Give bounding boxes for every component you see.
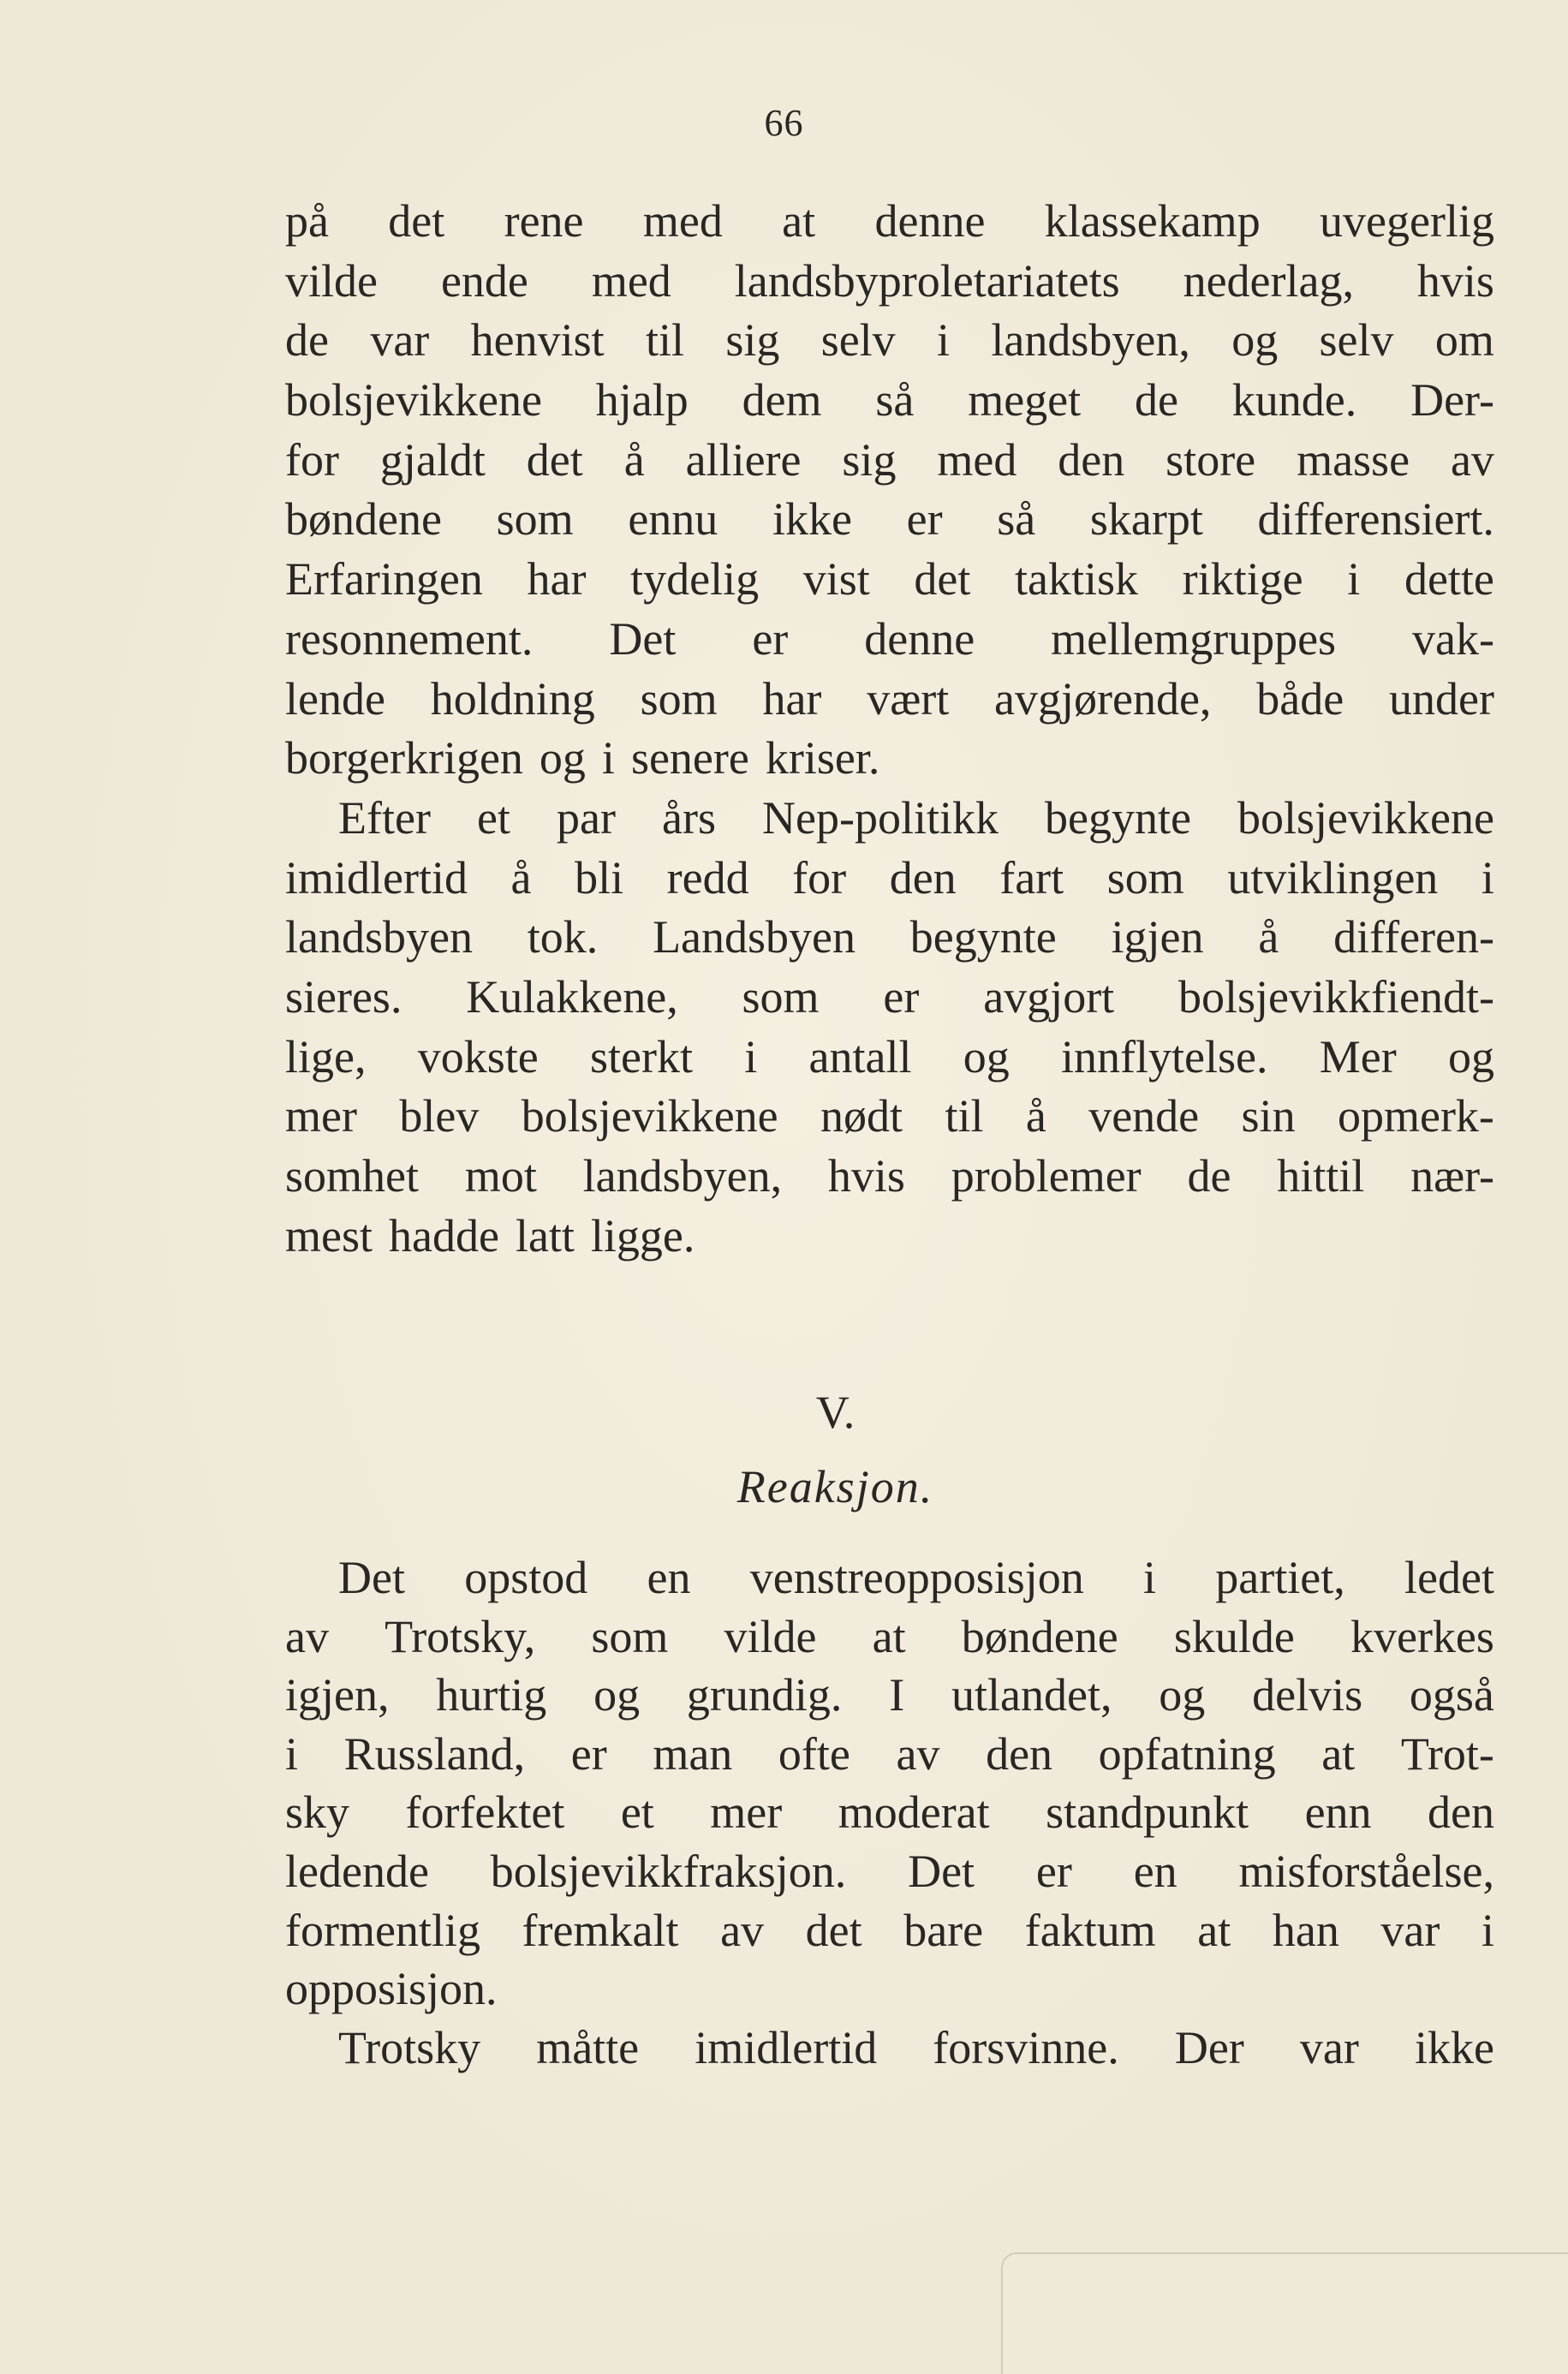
word: bare	[903, 1904, 984, 1956]
word: vist	[802, 553, 870, 605]
word: bli	[575, 851, 624, 904]
word: denne	[874, 195, 986, 247]
word: rene	[504, 195, 584, 247]
word: års	[662, 791, 716, 844]
word: mellemgruppes	[1051, 612, 1337, 665]
word: skulde	[1173, 1610, 1295, 1662]
word: selv	[820, 314, 896, 367]
word: kverkes	[1350, 1610, 1494, 1662]
word: bolsjevikkene	[285, 374, 542, 426]
word: forsvinne.	[933, 2021, 1119, 2073]
word: delvis	[1252, 1669, 1363, 1721]
word: var	[1299, 2021, 1359, 2073]
word: av	[285, 1610, 329, 1662]
word: sieres.	[285, 970, 402, 1023]
text-line	[285, 1666, 1494, 1725]
word: og	[1159, 1669, 1206, 1721]
word: senere	[630, 732, 749, 784]
word: Landsbyen	[653, 911, 856, 963]
word: er	[570, 1727, 607, 1780]
word: Der-	[1410, 374, 1494, 426]
text-line	[285, 371, 1494, 431]
word: riktige	[1182, 553, 1303, 605]
word: ikke	[772, 493, 852, 546]
word: vokste	[417, 1030, 539, 1083]
text-line	[285, 550, 1494, 610]
word: par	[557, 791, 616, 844]
word: den	[889, 851, 957, 904]
word: å	[1025, 1090, 1046, 1142]
word: mest	[285, 1209, 373, 1262]
word: Trot-	[1400, 1727, 1494, 1780]
word: igjen,	[285, 1669, 390, 1721]
word: partiet,	[1215, 1552, 1345, 1603]
text-line	[285, 1783, 1494, 1842]
word: dem	[742, 374, 822, 426]
text-line	[285, 849, 1494, 909]
word: avgjort	[983, 970, 1115, 1023]
text-line	[285, 610, 1494, 670]
word: mer	[285, 1090, 357, 1142]
word: standpunkt	[1046, 1786, 1249, 1839]
word: vende	[1088, 1090, 1200, 1142]
word: differensiert.	[1257, 493, 1494, 546]
word: sterkt	[590, 1030, 693, 1083]
word: Det	[338, 1552, 405, 1603]
word: hurtig	[436, 1669, 547, 1721]
word: den	[1428, 1786, 1494, 1839]
word: om	[1434, 314, 1494, 367]
word: landsbyproletariatets	[734, 254, 1120, 307]
word: differen-	[1333, 911, 1494, 963]
word: nær-	[1410, 1150, 1494, 1202]
text-line	[285, 1842, 1494, 1901]
word: dette	[1404, 553, 1494, 605]
word: i	[1481, 851, 1494, 904]
text-line	[285, 1959, 1494, 2019]
word: sin	[1241, 1090, 1296, 1142]
word: som	[742, 970, 820, 1023]
word: tok.	[527, 911, 599, 963]
word: det	[388, 195, 445, 247]
page-number: 66	[764, 102, 804, 144]
word: og	[593, 1669, 641, 1721]
word: utlandet,	[951, 1669, 1112, 1721]
word: venstreopposisjon	[749, 1552, 1084, 1603]
text-line	[285, 252, 1494, 312]
word: enn	[1304, 1786, 1372, 1839]
word: ende	[440, 254, 528, 307]
word: og	[1447, 1030, 1494, 1083]
word: Mer	[1319, 1030, 1397, 1083]
word: til	[945, 1090, 984, 1142]
word: taktisk	[1015, 553, 1139, 605]
chapter-number: V.	[815, 1387, 856, 1438]
word: hjalp	[595, 374, 689, 426]
text-line	[285, 192, 1494, 252]
text-line	[285, 1725, 1494, 1784]
word: sig	[725, 314, 780, 367]
text-line	[285, 431, 1494, 491]
chapter-title: Reaksjon.	[736, 1461, 934, 1512]
word: av	[720, 1904, 765, 1956]
word: er	[906, 493, 943, 546]
word: i	[1481, 1904, 1494, 1956]
word: store	[1166, 433, 1256, 486]
word: av	[896, 1727, 940, 1780]
word: Erfaringen	[285, 553, 483, 605]
word: begynte	[909, 911, 1057, 963]
word: Trotsky,	[385, 1610, 536, 1662]
word: nederlag,	[1183, 254, 1354, 307]
word: de	[1187, 1150, 1231, 1202]
word: resonnement.	[285, 612, 534, 665]
word: også	[1409, 1669, 1494, 1721]
word: Efter	[338, 791, 431, 844]
word: bøndene	[285, 493, 442, 546]
word: moderat	[838, 1786, 990, 1839]
word: denne	[864, 612, 975, 665]
word: som	[1106, 851, 1184, 904]
word: vilde	[285, 254, 378, 307]
text-line	[285, 789, 1494, 849]
word: er	[883, 970, 920, 1023]
word: hadde	[389, 1209, 499, 1262]
word: bolsjevikkfiendt-	[1178, 970, 1494, 1023]
word: ofte	[778, 1727, 850, 1780]
word: for	[285, 433, 339, 486]
word: opmerk-	[1337, 1090, 1494, 1142]
word: av	[1450, 433, 1494, 486]
word: forfektet	[405, 1786, 565, 1839]
word: ennu	[628, 493, 718, 546]
word: landsbyen,	[582, 1150, 783, 1202]
text-line	[285, 908, 1494, 968]
word: lende	[285, 672, 385, 725]
word: Trotsky	[338, 2021, 481, 2073]
word: med	[591, 254, 671, 307]
text-line	[285, 670, 1494, 730]
word: vak-	[1412, 612, 1494, 665]
word: Nep-politikk	[762, 791, 999, 844]
word: vilde	[724, 1610, 817, 1662]
word: man	[653, 1727, 733, 1780]
word: til	[645, 314, 684, 367]
word: som	[640, 672, 718, 725]
word: skarpt	[1089, 493, 1203, 546]
word: selv	[1319, 314, 1394, 367]
word: I	[889, 1669, 905, 1721]
word: et	[476, 791, 510, 844]
word: i	[601, 732, 615, 784]
word: å	[1258, 911, 1279, 963]
word: landsbyen,	[991, 314, 1190, 367]
word: han	[1272, 1904, 1339, 1956]
word: som	[496, 493, 574, 546]
word: borgerkrigen	[285, 732, 523, 784]
word: holdning	[430, 672, 595, 725]
word: formentlig	[285, 1904, 480, 1956]
word: den	[986, 1727, 1053, 1780]
word: sky	[285, 1786, 350, 1839]
text-line	[285, 2019, 1494, 2078]
word: alliere	[685, 433, 802, 486]
word: det	[914, 553, 971, 605]
word: uvegerlig	[1320, 195, 1494, 247]
word: nødt	[820, 1090, 903, 1142]
word: innflytelse.	[1061, 1030, 1268, 1083]
paper-edge	[1001, 2252, 1568, 2374]
word: opfatning	[1098, 1727, 1276, 1780]
word: de	[1134, 374, 1178, 426]
text-line	[285, 311, 1494, 371]
word: som	[591, 1610, 669, 1662]
word: har	[762, 672, 822, 725]
word: kriser.	[765, 732, 880, 784]
word: ligge.	[590, 1209, 695, 1262]
word: var	[370, 314, 430, 367]
word: bolsjevikkene	[521, 1090, 778, 1142]
word: landsbyen	[285, 911, 473, 963]
word: masse	[1297, 433, 1410, 486]
word: et	[620, 1786, 654, 1839]
text-line	[285, 1207, 1494, 1267]
word: henvist	[470, 314, 605, 367]
text-line	[285, 1028, 1494, 1088]
word: faktum	[1024, 1904, 1156, 1956]
word: meget	[968, 374, 1082, 426]
text-line	[285, 729, 1494, 789]
word: det	[805, 1904, 862, 1956]
word: den	[1058, 433, 1125, 486]
word: tydelig	[630, 553, 760, 605]
word: blev	[399, 1090, 480, 1142]
word: imidlertid	[285, 851, 468, 904]
word: somhet	[285, 1150, 419, 1202]
word: i	[744, 1030, 758, 1083]
text-line	[285, 968, 1494, 1028]
word: å	[510, 851, 532, 904]
text-line	[285, 490, 1494, 550]
word: at	[872, 1610, 906, 1662]
word: bolsjevikkene	[1237, 791, 1494, 844]
word: de	[285, 314, 329, 367]
word: på	[285, 195, 329, 247]
text-line	[285, 1901, 1494, 1960]
word: er	[752, 612, 789, 665]
word: ledende	[285, 1845, 429, 1897]
word: at	[1321, 1727, 1356, 1780]
word: under	[1388, 672, 1494, 725]
word: så	[997, 493, 1036, 546]
word: i	[1347, 553, 1361, 605]
word: Russland,	[343, 1727, 526, 1780]
word: å	[623, 433, 645, 486]
word: lige,	[285, 1030, 367, 1083]
word: er	[1035, 1845, 1072, 1897]
word: en	[647, 1552, 691, 1603]
text-block-after-chapter	[285, 1548, 1494, 2077]
word: Det	[908, 1845, 975, 1897]
word: var	[1380, 1904, 1440, 1956]
text-line	[285, 1608, 1494, 1667]
word: igjen	[1111, 911, 1204, 963]
word: så	[875, 374, 915, 426]
word: i	[1143, 1552, 1157, 1603]
word: imidlertid	[695, 2021, 878, 2073]
word: hvis	[827, 1150, 905, 1202]
word: begynte	[1045, 791, 1191, 844]
word: og	[539, 732, 586, 784]
word: med	[642, 195, 723, 247]
word: gjaldt	[379, 433, 486, 486]
word: opstod	[464, 1552, 588, 1603]
word: har	[527, 553, 587, 605]
word: at	[782, 195, 816, 247]
word: både	[1256, 672, 1344, 725]
word: Det	[609, 612, 677, 665]
word: bolsjevikkfraksjon.	[490, 1845, 847, 1897]
word: vært	[867, 672, 950, 725]
word: og	[1231, 314, 1279, 367]
word: hvis	[1416, 254, 1494, 307]
word: for	[792, 851, 847, 904]
word: at	[1197, 1904, 1231, 1956]
word: utviklingen	[1227, 851, 1439, 904]
word: problemer	[951, 1150, 1142, 1202]
word: fremkalt	[522, 1904, 679, 1956]
word: misforståelse,	[1238, 1845, 1494, 1897]
word: i	[937, 314, 951, 367]
word: kunde.	[1231, 374, 1357, 426]
word: mot	[464, 1150, 537, 1202]
word: en	[1133, 1845, 1177, 1897]
word: avgjørende,	[994, 672, 1212, 725]
word: grundig.	[686, 1669, 843, 1721]
word: Der	[1174, 2021, 1244, 2073]
text-line	[285, 1087, 1494, 1147]
word: latt	[515, 1209, 575, 1262]
word: hittil	[1277, 1150, 1365, 1202]
word: Kulakkene,	[466, 970, 678, 1023]
word: ikke	[1414, 2021, 1494, 2073]
word: i	[285, 1727, 299, 1780]
word: klassekamp	[1044, 195, 1261, 247]
word: mer	[710, 1786, 783, 1839]
text-line	[285, 1548, 1494, 1608]
word: måtte	[536, 2021, 640, 2073]
word: sig	[842, 433, 897, 486]
word: ledet	[1404, 1552, 1494, 1603]
word: redd	[666, 851, 749, 904]
text-line	[285, 1147, 1494, 1207]
word: antall	[808, 1030, 912, 1083]
word: fart	[999, 851, 1064, 904]
word: det	[526, 433, 583, 486]
word: med	[937, 433, 1017, 486]
word: og	[963, 1030, 1010, 1083]
word: bøndene	[961, 1610, 1118, 1662]
word: opposisjon.	[285, 1963, 498, 2015]
text-block-before-chapter	[285, 192, 1494, 1266]
